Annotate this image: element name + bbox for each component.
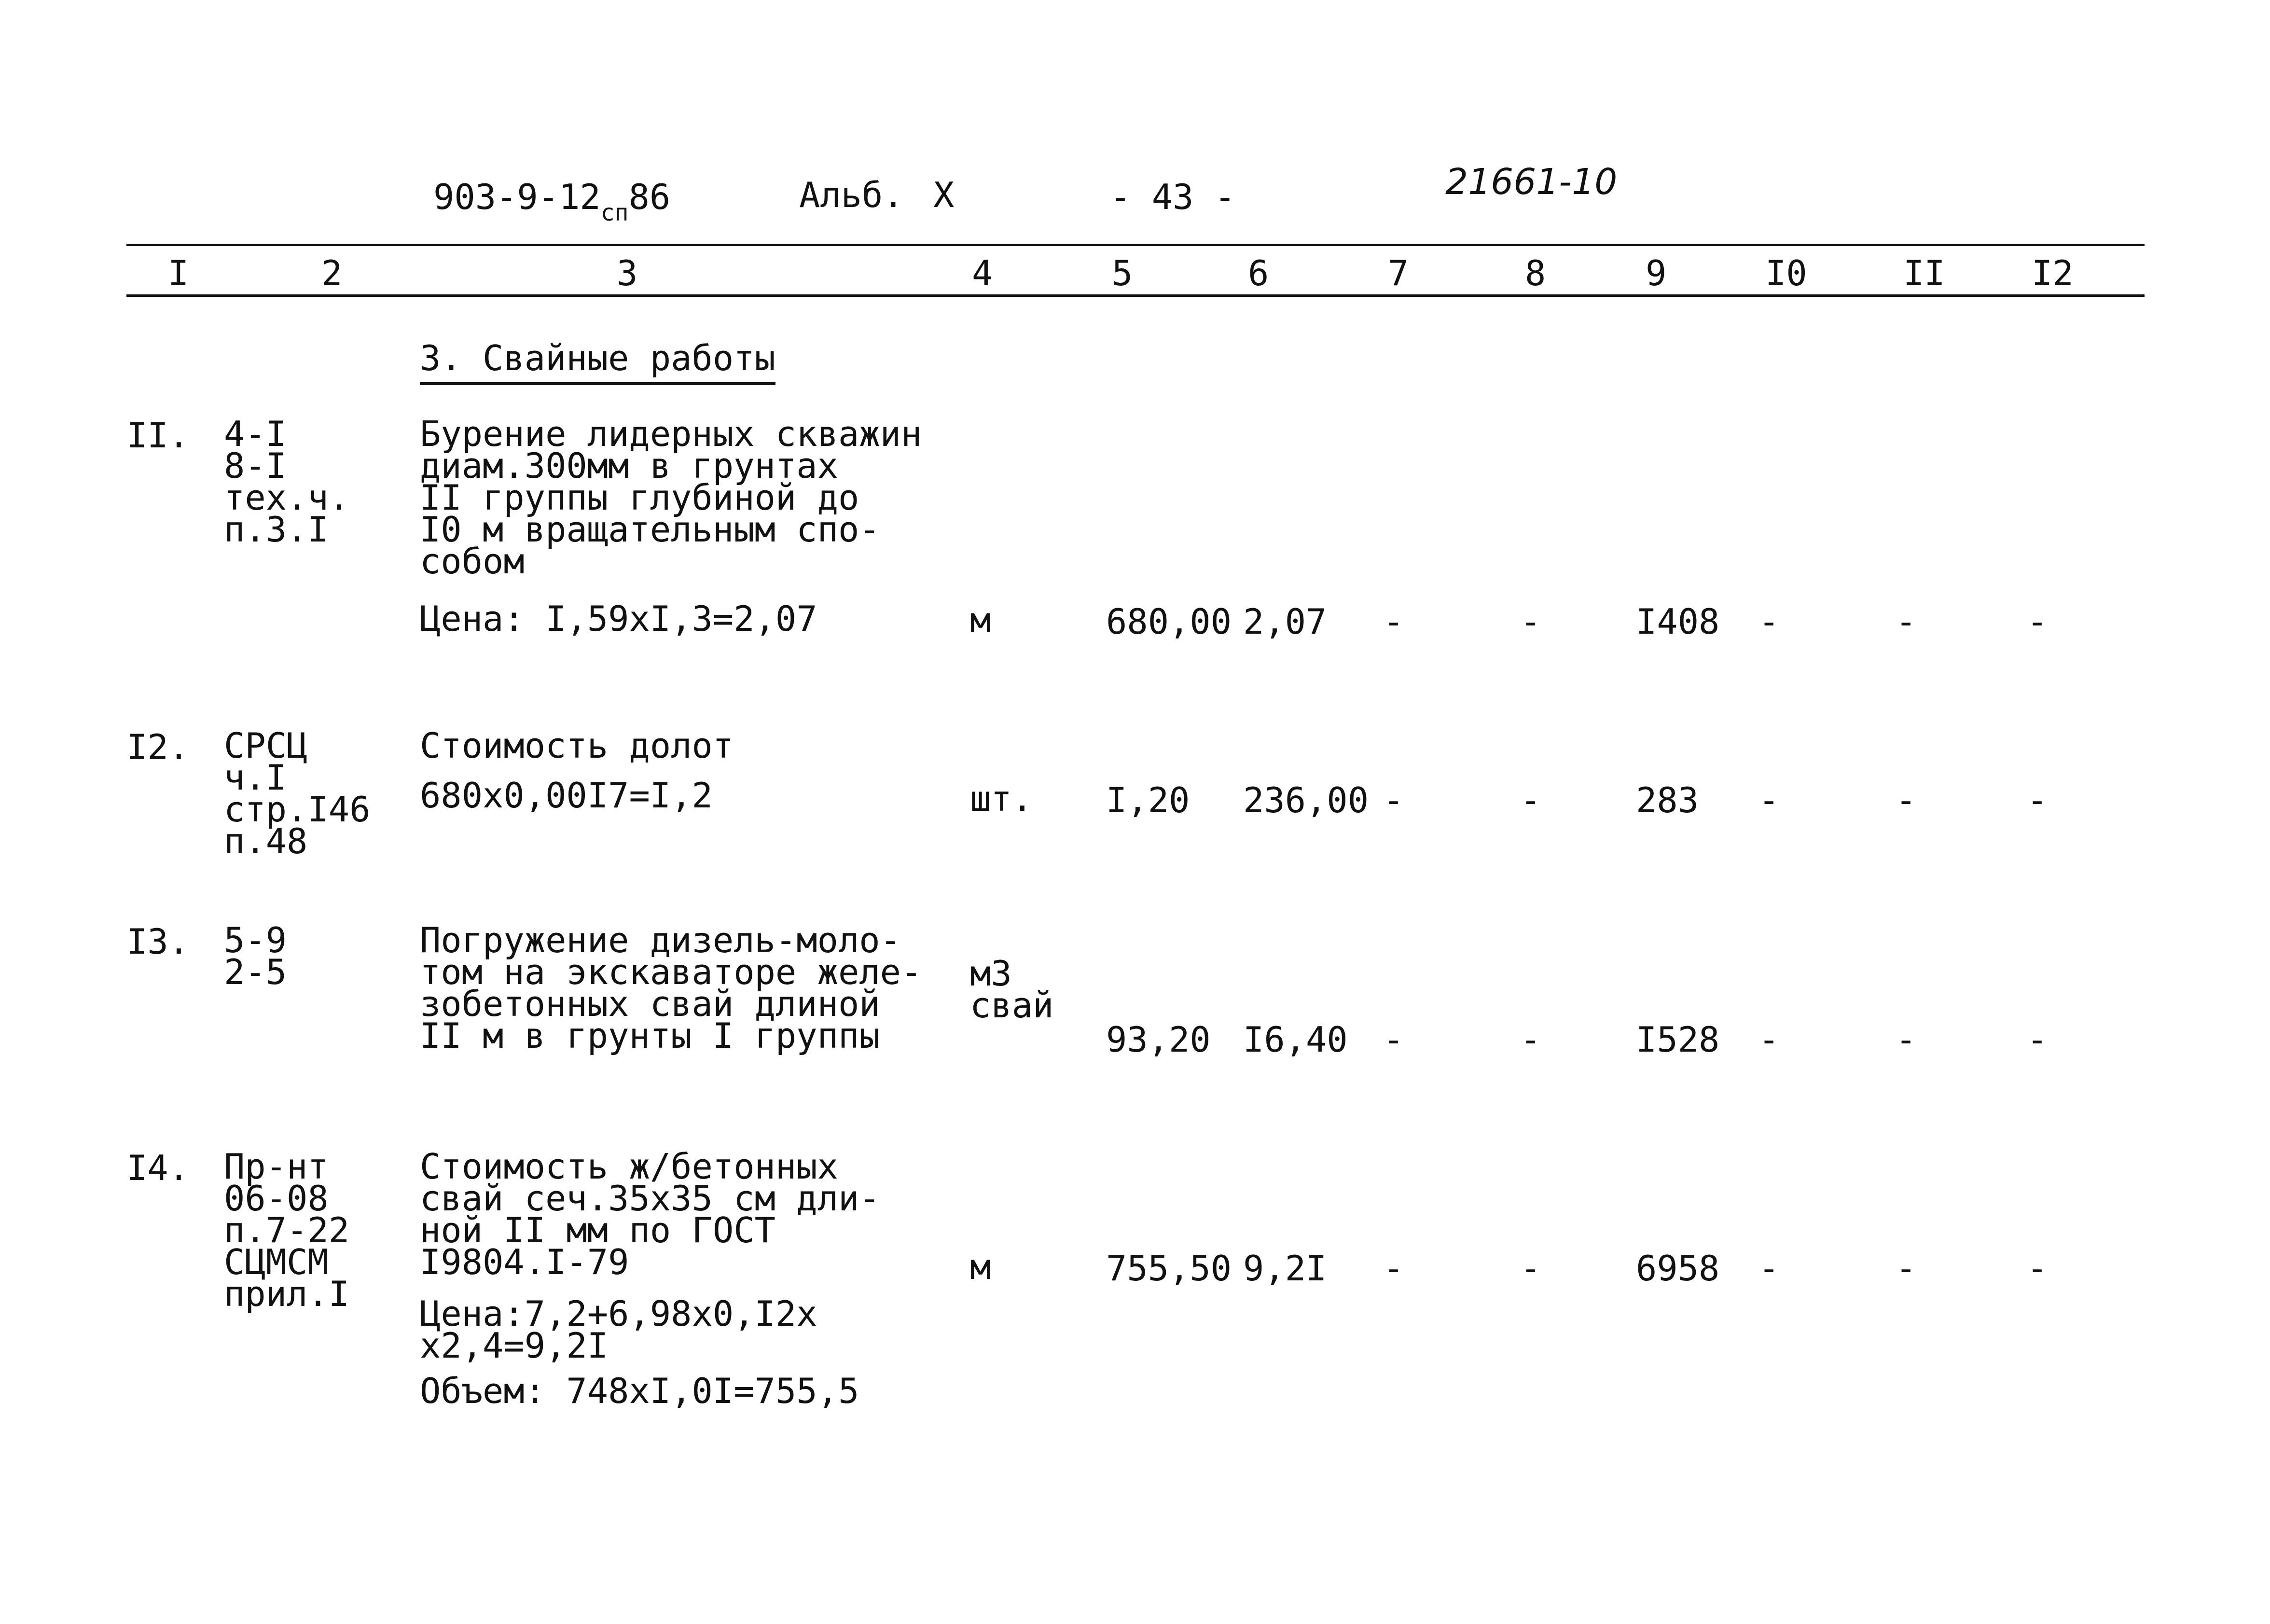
row-reference-line: СРСЦ xyxy=(224,725,308,766)
row-reference-line: стр.I46 xyxy=(224,789,371,830)
row-description-line: том на экскаваторе желе- xyxy=(420,952,922,992)
page-number: - 43 - xyxy=(1110,177,1236,217)
column-header-11: II xyxy=(1903,253,1945,293)
section-title-text: 3. Свайные работы xyxy=(420,338,775,385)
row-number: II. xyxy=(126,415,190,456)
row-col7: - xyxy=(1383,780,1404,820)
row-total-cost: I528 xyxy=(1636,1019,1720,1060)
row-reference xyxy=(224,1146,350,1314)
row-number: I2. xyxy=(126,727,190,767)
row-unit-line: м3 xyxy=(970,953,1012,994)
row-unit xyxy=(970,778,1033,819)
row-unit-line: свай xyxy=(970,985,1054,1026)
row-description-line: Стоимость ж/бетонных xyxy=(420,1146,838,1187)
row-quantity: 755,50 xyxy=(1106,1248,1232,1289)
header-top-rule xyxy=(126,244,2145,246)
row-description-line: Стоимость долот xyxy=(420,725,734,766)
handwritten-number: 21661-10 xyxy=(1445,161,1618,203)
row-reference-line: Пр-нт xyxy=(224,1146,329,1187)
row-reference xyxy=(224,725,371,861)
row-description-line: ной II мм по ГОСТ xyxy=(420,1210,775,1250)
row-calculation-line: Объем: 748хI,0I=755,5 xyxy=(420,1371,859,1411)
row-col11: - xyxy=(1896,1019,1917,1060)
row-unit-line: м xyxy=(970,600,991,640)
row-reference-line: п.7-22 xyxy=(224,1210,350,1250)
row-description-line: II м в грунты I группы xyxy=(420,1015,880,1056)
row-reference-line: п.48 xyxy=(224,821,308,861)
row-col7: - xyxy=(1383,1019,1404,1060)
row-col8: - xyxy=(1520,1019,1541,1060)
row-description-line: зобетонных свай длиной xyxy=(420,984,880,1024)
column-header-4: 4 xyxy=(972,253,993,293)
column-header-6: 6 xyxy=(1248,253,1269,293)
row-reference-line: п.3.I xyxy=(224,509,329,550)
row-description-line: I9804.I-79 xyxy=(420,1242,629,1282)
row-calculation-line: Цена:7,2+6,98х0,I2х xyxy=(420,1293,817,1334)
row-unit-line: м xyxy=(970,1247,991,1287)
row-description xyxy=(420,920,922,1056)
column-header-9: 9 xyxy=(1646,253,1667,293)
row-reference-line: 06-08 xyxy=(224,1178,329,1219)
row-calculation-line: Цена: I,59хI,3=2,07 xyxy=(420,598,817,639)
row-quantity: I,20 xyxy=(1106,780,1190,820)
row-col7: - xyxy=(1383,1248,1404,1289)
row-reference-line: 2-5 xyxy=(224,952,287,992)
row-reference-line: тех.ч. xyxy=(224,477,350,518)
row-reference-line: 4-I xyxy=(224,414,287,454)
row-description-line: диам.300мм в грунтах xyxy=(420,445,838,486)
column-header-2: 2 xyxy=(321,253,343,293)
row-total-cost: I408 xyxy=(1636,601,1720,642)
row-number: I3. xyxy=(126,921,190,962)
row-col8: - xyxy=(1520,780,1541,820)
doc-code-sub: сп xyxy=(600,199,629,226)
row-unit-price: 2,07 xyxy=(1243,601,1327,642)
row-reference-line: СЦМСМ xyxy=(224,1242,329,1282)
doc-code-year: 86 xyxy=(628,177,671,217)
row-unit-price: I6,40 xyxy=(1243,1019,1348,1060)
column-header-5: 5 xyxy=(1112,253,1133,293)
row-col7: - xyxy=(1383,601,1404,642)
row-reference-line: прил.I xyxy=(224,1274,350,1314)
row-unit-price: 236,00 xyxy=(1243,780,1369,820)
row-description-line: I0 м вращательным спо- xyxy=(420,509,880,550)
row-col12: - xyxy=(2027,1019,2048,1060)
row-col11: - xyxy=(1896,780,1917,820)
doc-code xyxy=(433,177,671,226)
row-col10: - xyxy=(1758,1019,1780,1060)
row-col10: - xyxy=(1758,780,1780,820)
section-title xyxy=(420,338,775,378)
column-header-1: I xyxy=(168,253,189,293)
row-col12: - xyxy=(2027,1248,2048,1289)
row-description-line: собом xyxy=(420,541,525,582)
row-col10: - xyxy=(1758,1248,1780,1289)
row-unit-line: шт. xyxy=(970,778,1033,819)
column-header-7: 7 xyxy=(1388,253,1409,293)
row-description xyxy=(420,414,922,582)
row-col11: - xyxy=(1896,601,1917,642)
row-description-line: Бурение лидерных скважин xyxy=(420,414,922,454)
row-unit xyxy=(970,953,1054,1026)
row-reference-line: 5-9 xyxy=(224,920,287,960)
doc-code-main: 903-9-12 xyxy=(433,177,601,217)
row-total-cost: 283 xyxy=(1636,780,1699,820)
row-col11: - xyxy=(1896,1248,1917,1289)
row-description xyxy=(420,1146,880,1282)
row-calculation-line: х2,4=9,2I xyxy=(420,1325,609,1366)
column-header-12: I2 xyxy=(2032,253,2074,293)
row-col12: - xyxy=(2027,780,2048,820)
row-unit xyxy=(970,1247,991,1287)
album-number: X xyxy=(933,175,955,215)
row-number: I4. xyxy=(126,1148,190,1188)
column-header-8: 8 xyxy=(1525,253,1546,293)
album-label: Альб. xyxy=(799,175,904,215)
row-description xyxy=(420,725,734,766)
row-description-line: Погружение дизель-моло- xyxy=(420,920,901,960)
row-col8: - xyxy=(1520,601,1541,642)
row-reference xyxy=(224,414,350,550)
column-header-3: 3 xyxy=(617,253,638,293)
row-reference-line: 8-I xyxy=(224,445,287,486)
header-bottom-rule xyxy=(126,294,2145,297)
row-reference-line: ч.I xyxy=(224,757,287,798)
row-col8: - xyxy=(1520,1248,1541,1289)
row-quantity: 93,20 xyxy=(1106,1019,1211,1060)
row-description-line: свай сеч.35х35 см дли- xyxy=(420,1178,880,1219)
row-calculation-line: 680х0,00I7=I,2 xyxy=(420,775,713,816)
row-quantity: 680,00 xyxy=(1106,601,1232,642)
row-unit xyxy=(970,600,991,640)
row-col10: - xyxy=(1758,601,1780,642)
column-header-10: I0 xyxy=(1765,253,1807,293)
row-unit-price: 9,2I xyxy=(1243,1248,1327,1289)
row-total-cost: 6958 xyxy=(1636,1248,1720,1289)
row-description-line: II группы глубиной до xyxy=(420,477,859,518)
row-reference xyxy=(224,920,287,992)
row-col12: - xyxy=(2027,601,2048,642)
